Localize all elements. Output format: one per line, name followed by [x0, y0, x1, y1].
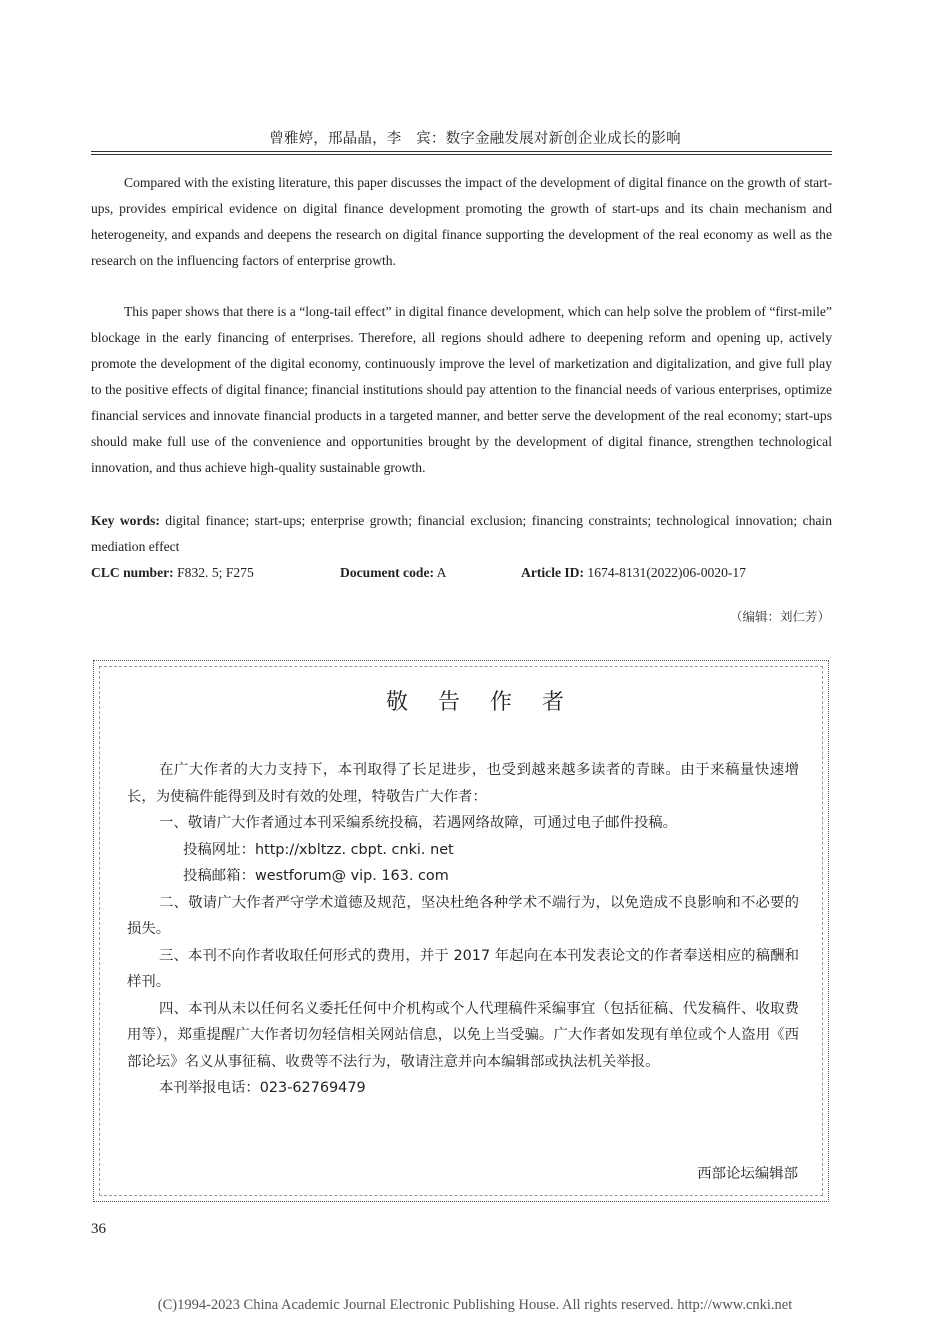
abstract-paragraph-1: Compared with the existing literature, this paper discusses the impact of the development of digital finance on the growth of start-ups, provides empirical evidence on digital finance development promoting the growth of start-ups and its chain mechanism and heterogeneity, and expands and deepens the research on digital finance supporting the development of the real economy as well as the research on the influencing factors of enterprise growth.: [91, 175, 832, 268]
keywords-line: [91, 508, 832, 560]
header-rule-top: [91, 151, 832, 152]
notice-title: 敬告作者: [385, 690, 594, 715]
keywords-value: digital finance; start-ups; enterprise growth; financial exclusion; financing constraints; technological innovation; chain mediation effect: [91, 513, 833, 554]
notice-hotline: 本刊举报电话：023-62769479: [159, 1080, 366, 1096]
notice-item-4: 四、本刊从未以任何名义委托任何中介机构或个人代理稿件采编事宜（包括征稿、代发稿件、收取费用等），郑重提醒广大作者切勿轻信相关网站信息，以免上当受骗。广大作者如发现有单位或个人盗用《西部论坛》名义从事征稿、收费等不法行为，敬请注意并向本编辑部或执法机关举报。: [127, 1000, 799, 1070]
clc-number: CLC number: F832. 5; F275: [91, 565, 254, 580]
notice-item-2: 二、敬请广大作者严守学术道德及规范，坚决杜绝各种学术不端行为，以免造成不良影响和不必要的损失。: [127, 894, 799, 937]
document-code: Document code: A: [340, 565, 447, 580]
header-rule-bottom: [91, 154, 832, 155]
running-head: 曾雅婷，邢晶晶，李 宾：数字金融发展对新创企业成长的影响: [269, 131, 681, 147]
notice-submission-url: 投稿网址：http://xbltzz. cbpt. cnki. net: [183, 841, 454, 858]
article-id: Article ID: 1674-8131(2022)06-0020-17: [521, 565, 747, 580]
notice-body: [127, 757, 799, 1102]
notice-signoff: 西部论坛编辑部: [697, 1166, 798, 1182]
notice-intro: 在广大作者的大力支持下，本刊取得了长足进步，也受到越来越多读者的青睐。由于来稿量快速增长，为使稿件能得到及时有效的处理，特敬告广大作者：: [127, 762, 799, 805]
footer-copyright: (C)1994-2023 China Academic Journal Electronic Publishing House. All rights reserved. http://www.cnki.net: [157, 1297, 793, 1313]
page-number: 36: [91, 1221, 106, 1237]
abstract-paragraph-2: This paper shows that there is a “long-tail effect” in digital finance development, which can help solve the problem of “first-mile” blockage in the early financing of enterprises. Therefore, all regions should adhere to deepening reform and opening up, actively promote the development of the digital economy, continuously improve the level of marketization and digitalization, and give full play to the positive effects of digital finance; financial institutions should pay attention to the financial needs of various enterprises, optimize financial services and innovate financial products in a targeted manner, and better serve the development of the real economy; start-ups should make full use of the convenience and opportunities brought by the development of digital finance, strengthen technological innovation, and thus achieve high-quality sustainable growth.: [91, 304, 832, 475]
editor-note: （编辑：刘仁芳）: [729, 609, 830, 624]
notice-item-3: 三、本刊不向作者收取任何形式的费用，并于 2017 年起向在本刊发表论文的作者奉送相应的稿酬和样刊。: [127, 947, 799, 990]
notice-submission-email: 投稿邮箱：westforum@ vip. 163. com: [183, 868, 449, 884]
notice-item-1: 一、敬请广大作者通过本刊采编系统投稿，若遇网络故障，可通过电子邮件投稿。: [159, 815, 678, 831]
keywords-label: Key words:: [91, 513, 160, 528]
